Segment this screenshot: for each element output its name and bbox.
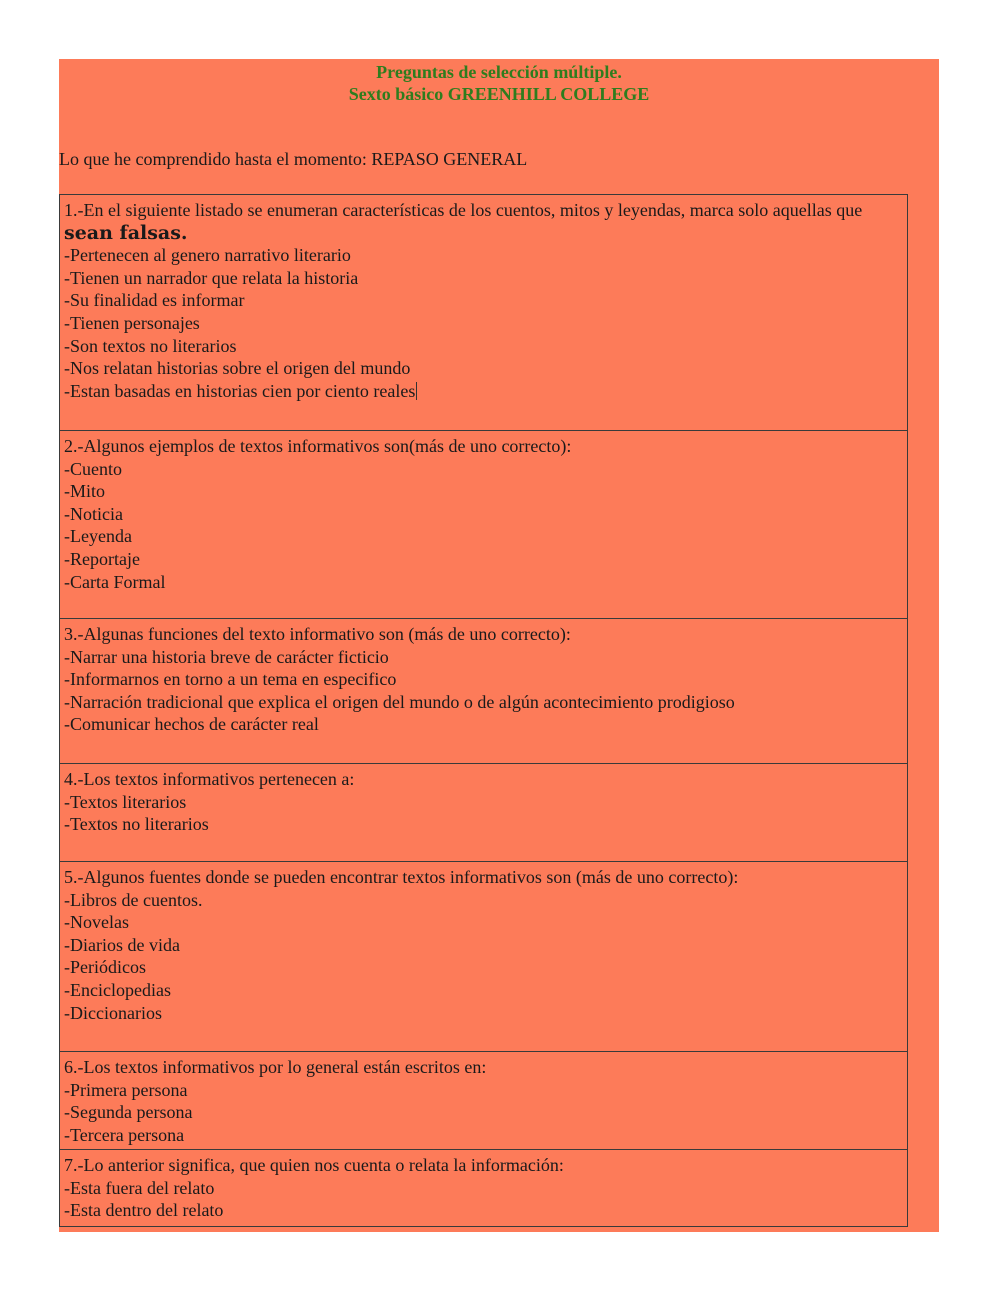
worksheet-page [59,59,939,1232]
q2-option[interactable]: -Leyenda [64,526,132,547]
question-6-prompt: 6.-Los textos informativos por lo general están escritos en: [64,1057,487,1077]
q1-option[interactable]: -Nos relatan historias sobre el origen del mundo [64,358,411,379]
q1-option[interactable]: -Tienen personajes [64,312,200,333]
q3-option[interactable]: -Narración tradicional que explica el origen del mundo o de algún acontecimiento prodigioso [64,691,735,712]
text-caret [416,382,417,400]
question-7 [59,1149,908,1227]
q6-option[interactable]: -Segunda persona [64,1102,193,1123]
question-3-prompt: 3.-Algunas funciones del texto informativo son (más de uno correcto): [64,624,571,644]
question-7-prompt: 7.-Lo anterior significa, que quien nos cuenta o relata la información: [64,1155,564,1175]
question-2 [59,430,908,619]
q6-option[interactable]: -Tercera persona [64,1124,185,1145]
page-title: Preguntas de selección múltiple. [376,62,622,82]
question-4 [59,763,908,862]
q2-option[interactable]: -Cuento [64,458,122,479]
q5-option[interactable]: -Novelas [64,912,129,933]
q5-option[interactable]: -Periódicos [64,957,146,978]
q1-option[interactable]: -Su finalidad es informar [64,290,245,311]
page-subtitle: Sexto básico GREENHILL COLLEGE [348,84,650,104]
q2-option[interactable]: -Carta Formal [64,571,166,592]
q1-option-with-caret[interactable] [64,380,903,403]
q3-option[interactable]: -Informarnos en torno a un tema en especifico [64,669,397,690]
q2-option[interactable]: -Reportaje [64,548,140,569]
question-5 [59,861,908,1052]
q3-option[interactable]: -Comunicar hechos de carácter real [64,714,319,735]
intro-text: Lo que he comprendido hasta el momento: REPASO GENERAL [59,149,528,169]
q4-option[interactable]: -Textos literarios [64,791,187,812]
question-1-prompt-text: 1.-En el siguiente listado se enumeran características de los cuentos, mitos y leyendas, marca solo aquellas que [64,200,863,220]
q5-option[interactable]: -Libros de cuentos. [64,889,203,910]
question-1-prompt [64,199,903,244]
question-1 [59,194,908,431]
q7-option[interactable]: -Esta fuera del relato [64,1177,215,1198]
question-5-prompt: 5.-Algunos fuentes donde se pueden encontrar textos informativos son (más de uno correcto): [64,867,739,887]
question-2-prompt: 2.-Algunos ejemplos de textos informativos son(más de uno correcto): [64,436,572,456]
q3-option[interactable]: -Narrar una historia breve de carácter ficticio [64,646,389,667]
q1-option-text: -Estan basadas en historias cien por ciento reales [64,380,416,401]
q5-option[interactable]: -Diccionarios [64,1002,162,1023]
q1-option[interactable]: -Pertenecen al genero narrativo literario [64,245,351,266]
q1-option[interactable]: -Son textos no literarios [64,335,237,356]
q4-option[interactable]: -Textos no literarios [64,814,209,835]
q5-option[interactable]: -Diarios de vida [64,934,180,955]
q1-option[interactable]: -Tienen un narrador que relata la historia [64,267,359,288]
q5-option[interactable]: -Enciclopedias [64,979,171,1000]
question-6 [59,1051,908,1150]
q6-option[interactable]: -Primera persona [64,1079,188,1100]
q2-option[interactable]: -Mito [64,481,106,502]
question-4-prompt: 4.-Los textos informativos pertenecen a: [64,769,355,789]
q7-option[interactable]: -Esta dentro del relato [64,1200,224,1221]
question-1-emphasis: sean falsas. [64,221,188,244]
question-3 [59,618,908,764]
q2-option[interactable]: -Noticia [64,503,123,524]
